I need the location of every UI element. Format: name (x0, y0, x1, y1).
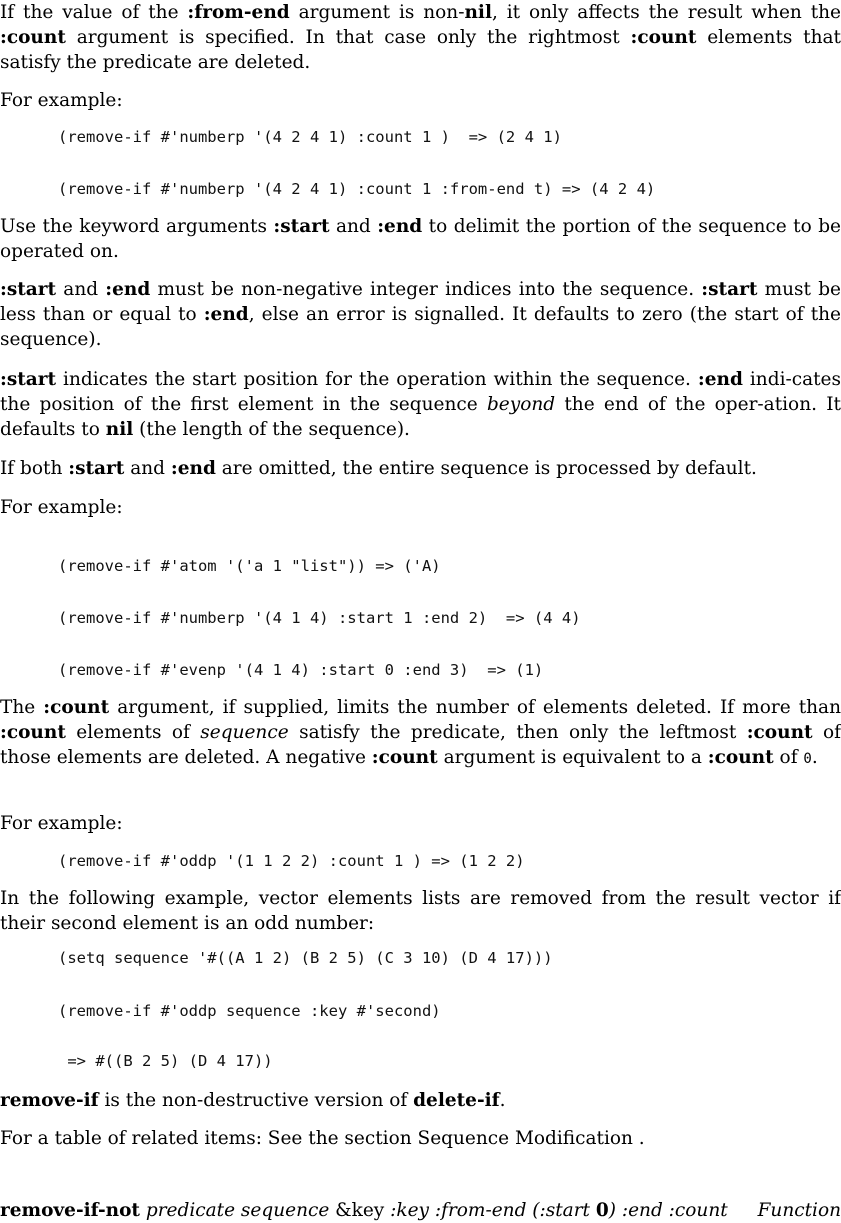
code-example-line: (remove-if #'evenp '(4 1 4) :start 0 :end 3) => (1) (58, 661, 544, 679)
paragraph-indices: :start and :end must be non-negative integer indices into the sequence. :start must be less than or equal to :end, else an error is signalled. It defaults to zero (the start of the sequence). (0, 279, 841, 350)
paragraph-from-end: If the value of the :from-end argument is non-nil, it only affects the result when the :count argument is specified. In that case only the rightmost :count elements that satisfy the predicate are deleted. (0, 2, 841, 73)
paragraph-count: The :count argument, if supplied, limits the number of elements deleted. If more than :count elements of sequence satisfy the predicate, then only the leftmost :count of those elements are deleted. A negative :count argument is equivalent to a :count of 0. (0, 697, 841, 768)
function-kind: Function (757, 1200, 841, 1221)
code-example-line: (remove-if #'oddp '(1 1 2 2) :count 1 ) => (1 2 2) (58, 852, 525, 870)
code-example-line: (remove-if #'oddp sequence :key #'second) (58, 1002, 441, 1020)
code-example-line: (remove-if #'numberp '(4 1 4) :start 1 :end 2) => (4 4) (58, 609, 581, 627)
paragraph-related-table: For a table of related items: See the section Sequence Modification . (0, 1128, 645, 1149)
function-name: remove-if-not (0, 1200, 140, 1221)
code-example-line: (setq sequence '#((A 1 2) (B 2 5) (C 3 10) (D 4 17))) (58, 949, 553, 967)
paragraph-position: :start indicates the start position for the operation within the sequence. :end indi-cates the position of the first element in the sequence beyond the end of the oper-ation. It defaults to nil (the length of the sequence). (0, 369, 841, 440)
paragraph-omitted: If both :start and :end are omitted, the entire sequence is processed by default. (0, 458, 757, 479)
code-example-line: (remove-if #'numberp '(4 2 4 1) :count 1 :from-end t) => (4 2 4) (58, 180, 656, 198)
for-example-label: For example: (0, 90, 123, 111)
paragraph-vector: In the following example, vector elements lists are removed from the result vector if their second element is an odd number: (0, 888, 841, 934)
for-example-label: For example: (0, 813, 123, 834)
code-example-line: => #((B 2 5) (D 4 17)) (58, 1052, 273, 1070)
for-example-label: For example: (0, 497, 123, 518)
code-example-line: (remove-if #'numberp '(4 2 4 1) :count 1 ) => (2 4 1) (58, 128, 562, 146)
code-example-line: (remove-if #'atom '('a 1 "list")) => ('A) (58, 557, 441, 575)
paragraph-nondestructive: remove-if is the non-destructive version of delete-if. (0, 1090, 506, 1111)
paragraph-start-end: Use the keyword arguments :start and :end to delimit the portion of the sequence to be operated on. (0, 216, 841, 262)
function-signature: remove-if-not predicate sequence &key :key :from-end (:start 0) :end :count Function (0, 1200, 841, 1221)
